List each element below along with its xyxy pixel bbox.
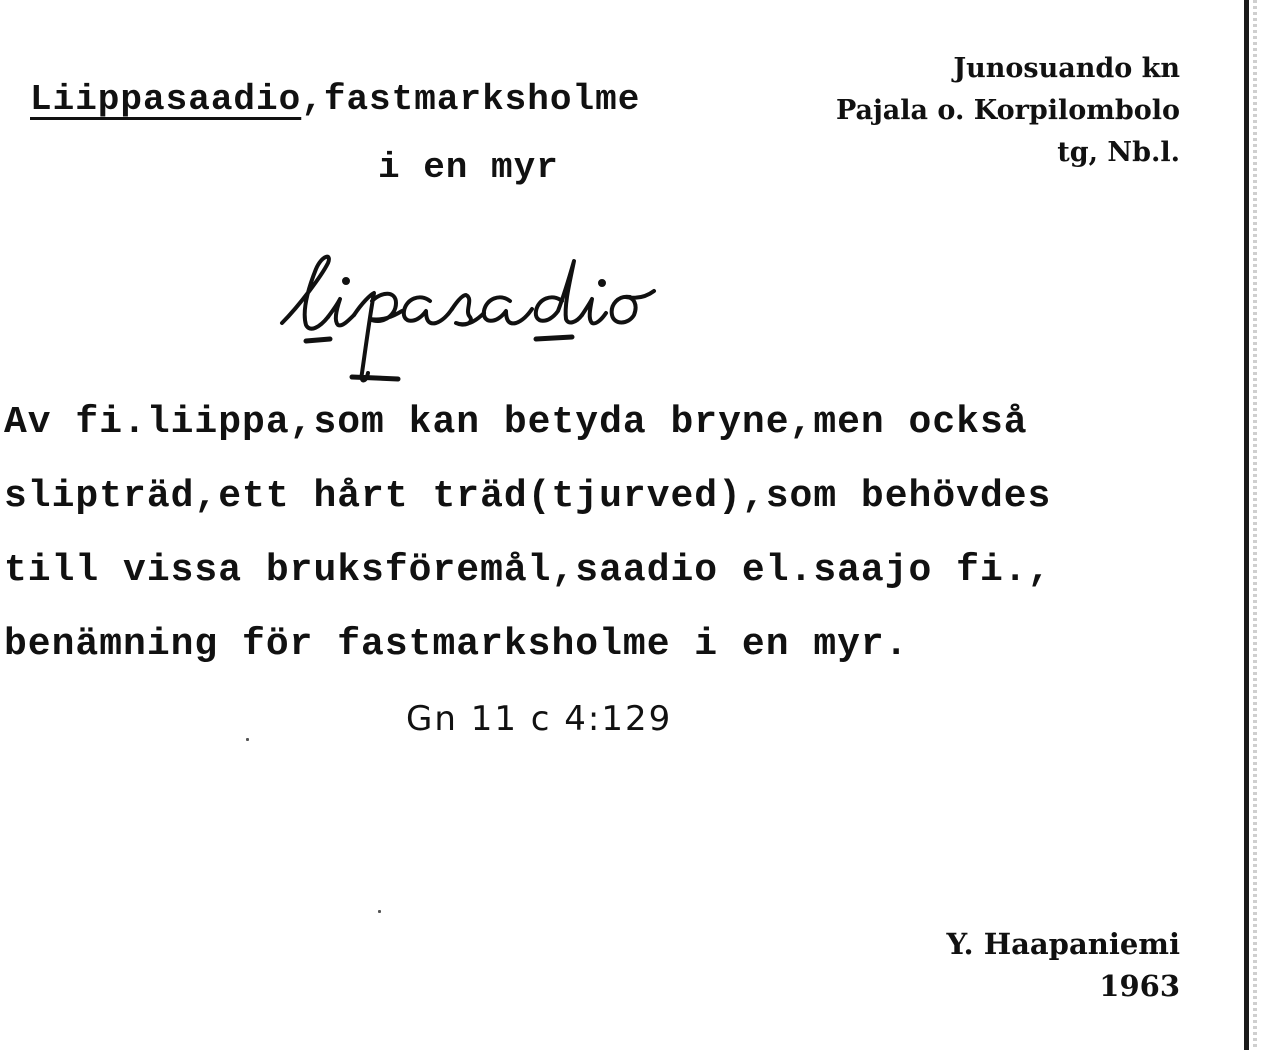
author-name: Y. Haapaniemi xyxy=(946,927,1180,961)
handwritten-form xyxy=(270,245,760,395)
body-line-4: benämning för fastmarksholme i en myr. xyxy=(4,623,909,666)
ink-speck xyxy=(246,738,249,741)
place-line-1: Junosuando kn xyxy=(953,53,1180,84)
headword-line-2: i en myr xyxy=(378,147,559,188)
headword-line xyxy=(30,78,640,122)
card-edge-shadow xyxy=(1253,0,1257,1050)
place-line-2: Pajala o. Korpilombolo xyxy=(835,95,1180,126)
body-line-3: till vissa bruksföremål,saadio el.saajo fi., xyxy=(4,549,1052,592)
headword-suffix: ,fastmarksholme xyxy=(301,79,641,120)
body-line-2: slipträd,ett hårt träd(tjurved),som behövdes xyxy=(4,475,1052,518)
place-line-3: tg, Nb.l. xyxy=(1057,137,1180,168)
year: 1963 xyxy=(1099,969,1180,1003)
card-edge-border xyxy=(1244,0,1249,1050)
ink-speck xyxy=(378,910,381,913)
archive-reference: Gn 11 c 4:129 xyxy=(406,699,673,739)
headword: Liippasaadio xyxy=(30,79,302,120)
body-line-1: Av fi.liippa,som kan betyda bryne,men också xyxy=(4,401,1028,444)
